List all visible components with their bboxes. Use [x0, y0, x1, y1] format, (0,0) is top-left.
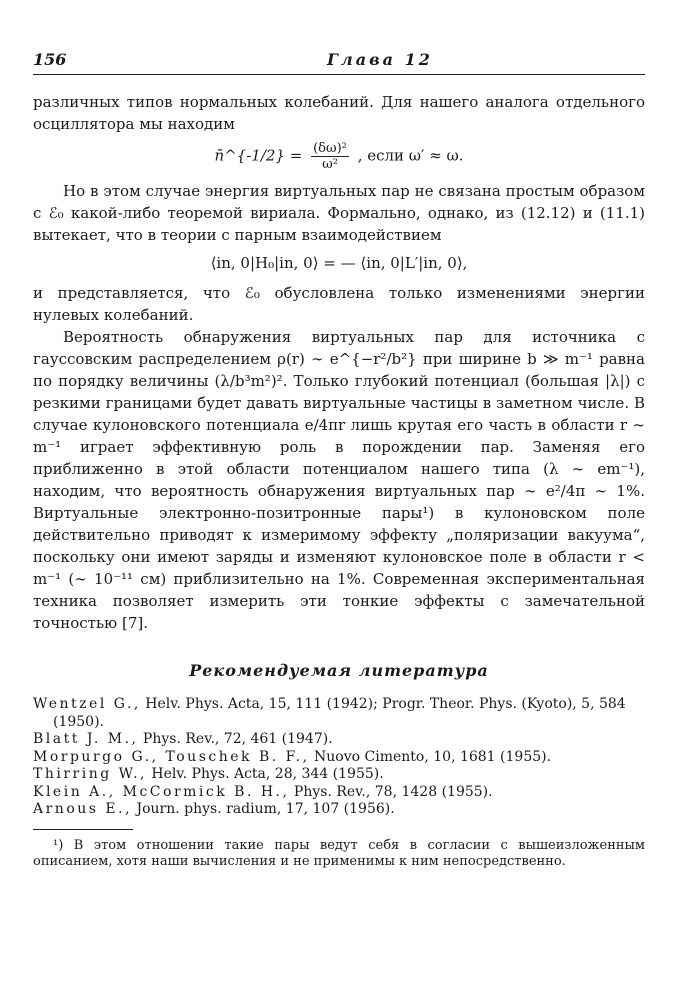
running-title: Глава 12 [327, 50, 433, 69]
paragraph-3: и представляется, что ℰ₀ обусловлена только изменениями энергии нулевых колебаний. [33, 284, 645, 324]
paragraph-2: Но в этом случае энергия виртуальных пар не связана простым образом с ℰ₀ какой-либо теоремой вириала. Формально, однако, из (12.12) и (11.1) вытекает, что в теории с парным взаимодействием [33, 182, 645, 244]
formula-1-lhs: n̄^{-1/2} = [214, 146, 303, 165]
reference-source: Phys. Rev., 72, 461 (1947). [138, 731, 333, 747]
formula-1-numerator: (δω)² [313, 141, 347, 156]
reference-list [33, 696, 645, 819]
section-title: Рекомендуемая литература [189, 661, 489, 680]
reference-author: Wentzel G., [33, 696, 141, 712]
reference-item [33, 766, 645, 784]
footnote: ¹) В этом отношении такие пары ведут себя в согласии с вышеизложенным описанием, хотя наши вычисления и не применимы к ним непосредственно. [33, 837, 645, 869]
reference-item [33, 749, 645, 767]
reference-source: Helv. Phys. Acta, 15, 111 (1942); Progr. Theor. Phys. (Kyoto), 5, 584 (1950). [53, 696, 626, 730]
reference-author: Morpurgo G., Touschek B. F., [33, 748, 310, 765]
formula-1 [33, 141, 645, 172]
reference-item [33, 784, 645, 802]
reference-source: Journ. phys. radium, 17, 107 (1956). [132, 801, 395, 817]
formula-1-fraction [311, 141, 349, 172]
reference-item [33, 731, 645, 749]
main-text [33, 91, 645, 870]
footnote-rule [33, 829, 133, 830]
reference-source: Helv. Phys. Acta, 28, 344 (1955). [146, 766, 384, 782]
paragraph-4: Вероятность обнаружения виртуальных пар для источника с гауссовским распределением ρ(r) ∼ e^{−r²/b²} при ширине b ≫ m⁻¹ равна по порядку величины (λ/b³m²)². Только глубокий потенциал (большая |λ|) с резкими границами будет давать виртуальные частицы в заметном числе. В случае кулоновского потенциала e/4πr лишь крутая его часть в области r ∼ m⁻¹ играет эффективную роль в порождении пар. Заменяя его приближенно в этой области потенциалом нашего типа (λ ∼ em⁻¹), находим, что вероятность обнаружения виртуальных пар ∼ e²/4π ∼ 1%. Виртуальные электронно-позитронные пары¹) в кулоновском поле действительно приводят к измеримому эффекту „поляризации вакуума“, поскольку они имеют заряды и изменяют кулоновское поле в области r < m⁻¹ (∼ 10⁻¹¹ см) приблизительно на 1%. Современная экспериментальная техника позволяет измерить эти тонкие эффекты с замечательной точностью [7]. [33, 328, 645, 632]
header-rule [33, 74, 645, 75]
page-number: 156 [33, 50, 67, 69]
formula-2: ⟨in, 0|H₀|in, 0⟩ = — ⟨in, 0|L′|in, 0⟩, [210, 254, 468, 272]
reference-source: Nuovo Cimento, 10, 1681 (1955). [309, 748, 552, 765]
reference-author: Blatt J. M., [33, 731, 139, 747]
reference-author: Thirring W., [33, 766, 147, 782]
paragraph-1: различных типов нормальных колебаний. Для нашего аналога отдельного осциллятора мы находим [33, 93, 645, 133]
reference-item [33, 801, 645, 819]
reference-source: Phys. Rev., 78, 1428 (1955). [289, 783, 493, 800]
reference-item [33, 696, 645, 731]
formula-1-condition: , если ω′ ≈ ω. [357, 146, 464, 165]
formula-1-denominator: ω² [322, 157, 338, 172]
page-header [33, 50, 645, 72]
reference-author: Klein A., McCormick B. H., [33, 783, 290, 800]
reference-author: Arnous E., [33, 801, 133, 817]
